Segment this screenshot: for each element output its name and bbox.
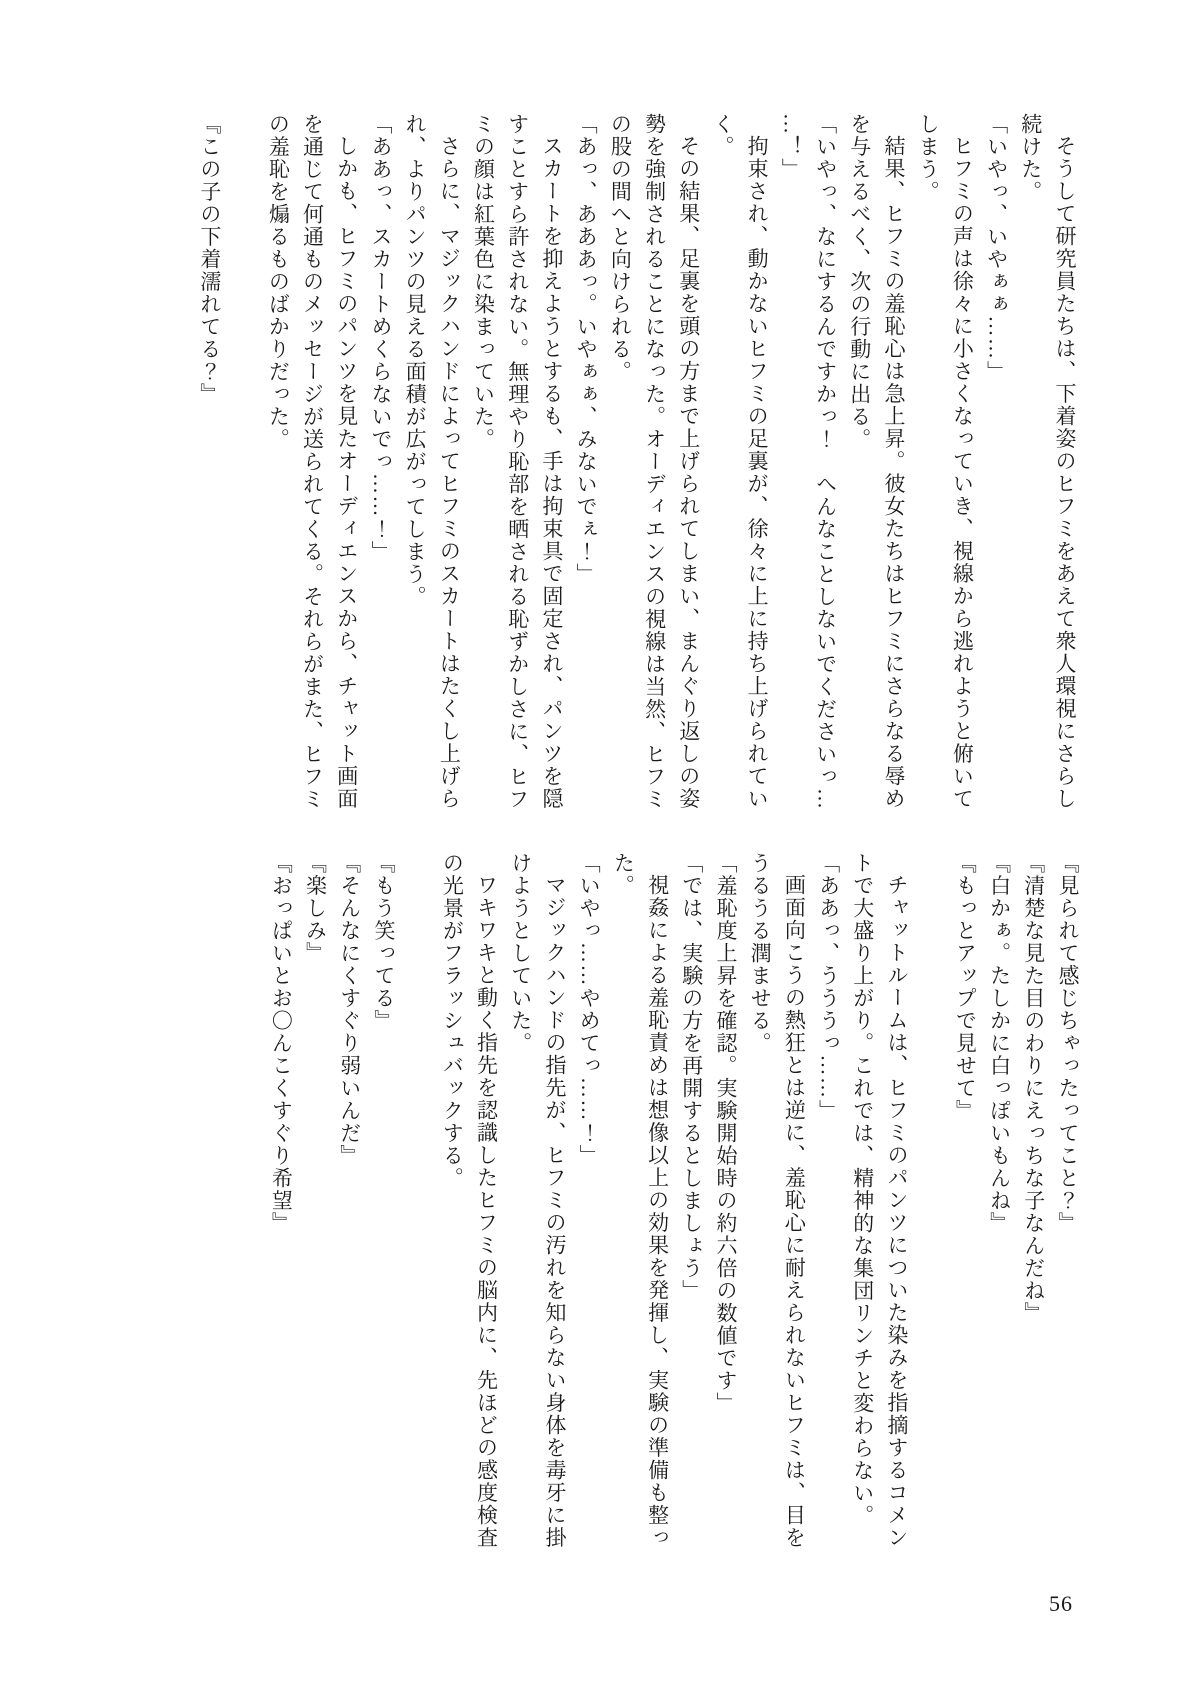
text-line: ミの顔は紅葉色に染まっていた。	[471, 113, 496, 451]
text-line: 勢を強制されることになった。オーディエンスの視線は当然、ヒフミ	[642, 113, 667, 811]
page-number: 56	[1049, 1591, 1073, 1616]
text-line: 続けた。	[1018, 113, 1043, 203]
text-line: 「あっ、あああっ。いやぁぁ、みないでぇ！」	[574, 113, 599, 586]
text-line: を与えるべく、次の行動に出る。	[847, 113, 872, 451]
text-line: そうして研究員たちは、下着姿のヒフミをあえて衆人環視にさらし	[1053, 135, 1077, 810]
text-line: さらに、マジックハンドによってヒフミのスカートはたくし上げら	[437, 135, 462, 810]
text-line: 「いやっ、なにするんですかっ！ へんなことしないでくださいっ…	[813, 113, 838, 811]
text-line: を通じて何通ものメッセージが送られてくる。それらがまた、ヒフミ	[300, 113, 325, 811]
top-text-block	[193, 113, 1082, 819]
text-line: トで大盛り上がり。これでは、精神的な集団リンチと変わらない。	[850, 852, 875, 1527]
text-line: 「羞恥度上昇を確認。実験開始時の約六倍の数値です」	[713, 852, 738, 1415]
text-line: た。	[611, 852, 636, 897]
text-line: ワキワキと動く指先を認識したヒフミの脳内に、先ほどの感度検査	[474, 874, 499, 1549]
text-line: 「ああっ、うううっ……」	[816, 852, 841, 1122]
text-line: ヒフミの声は徐々に小さくなっていき、視線から逃れようと俯いて	[950, 135, 975, 810]
text-line: く。	[710, 113, 735, 158]
text-line: 「いやっ……やめてっ……！」	[577, 852, 602, 1167]
text-line: 「いやっ、いやぁぁ……」	[984, 113, 1009, 383]
text-line: その結果、足裏を頭の方まで上げられてしまい、まんぐり返しの姿	[676, 135, 701, 810]
text-line: …！」	[779, 113, 804, 181]
text-line: 『もう笑ってる』	[371, 852, 396, 1032]
text-line: すことすら許されない。無理やり恥部を晒される恥ずかしさに、ヒフ	[505, 113, 530, 811]
text-line: 『おっぱいとお〇んこくすぐり希望』	[269, 852, 294, 1235]
text-line: 「ああっ、スカートめくらないでっ……！」	[368, 113, 393, 563]
text-line: マジックハンドの指先が、ヒフミの汚れを知らない身体を毒牙に掛	[542, 874, 567, 1549]
text-line: 『この子の下着濡れてる？』	[197, 113, 222, 406]
text-line: 結果、ヒフミの羞恥心は急上昇。彼女たちはヒフミにさらなる辱め	[881, 135, 906, 810]
text-line: 『楽しみ』	[303, 852, 328, 965]
text-line: の羞恥を煽るものばかりだった。	[266, 113, 291, 451]
text-line: 『もっとアップで見せて』	[953, 852, 978, 1122]
text-line: の光景がフラッシュバックする。	[440, 852, 465, 1190]
text-line: 「では、実験の方を再開するとしましょう」	[679, 852, 704, 1302]
text-line: うるうる潤ませる。	[748, 852, 773, 1055]
text-line: しまう。	[916, 113, 941, 203]
text-line: の股の間へと向けられる。	[608, 113, 633, 383]
text-line: れ、よりパンツの見える面積が広がってしまう。	[403, 113, 428, 608]
text-line: 拘束され、動かないヒフミの足裏が、徐々に上に持ち上げられてい	[745, 135, 770, 810]
blank-line	[401, 852, 435, 1564]
text-line: 『見られて感じちゃったってこと？』	[1056, 852, 1080, 1235]
text-line: 画面向こうの熱狂とは逆に、羞恥心に耐えられないヒフミは、目を	[782, 874, 807, 1549]
text-line: チャットルームは、ヒフミのパンツについた染みを指摘するコメン	[884, 874, 909, 1549]
text-line: 『そんなにくすぐり弱いんだ』	[337, 852, 362, 1167]
text-line: 視姦による羞恥責めは想像以上の効果を発揮し、実験の準備も整っ	[645, 874, 670, 1549]
blank-line	[227, 113, 261, 819]
bottom-text-block	[264, 852, 1085, 1564]
blank-line	[914, 852, 948, 1564]
text-line: 『清楚な見た目のわりにえっちな子なんだね』	[1021, 852, 1046, 1325]
text-line: けようとしていた。	[508, 852, 533, 1055]
text-line: 『白かぁ。たしかに白っぽいもんね』	[987, 852, 1012, 1235]
text-line: スカートを抑えようとするも、手は拘束具で固定され、パンツを隠	[539, 135, 564, 810]
text-line: しかも、ヒフミのパンツを見たオーディエンスから、チャット画面	[334, 135, 359, 810]
